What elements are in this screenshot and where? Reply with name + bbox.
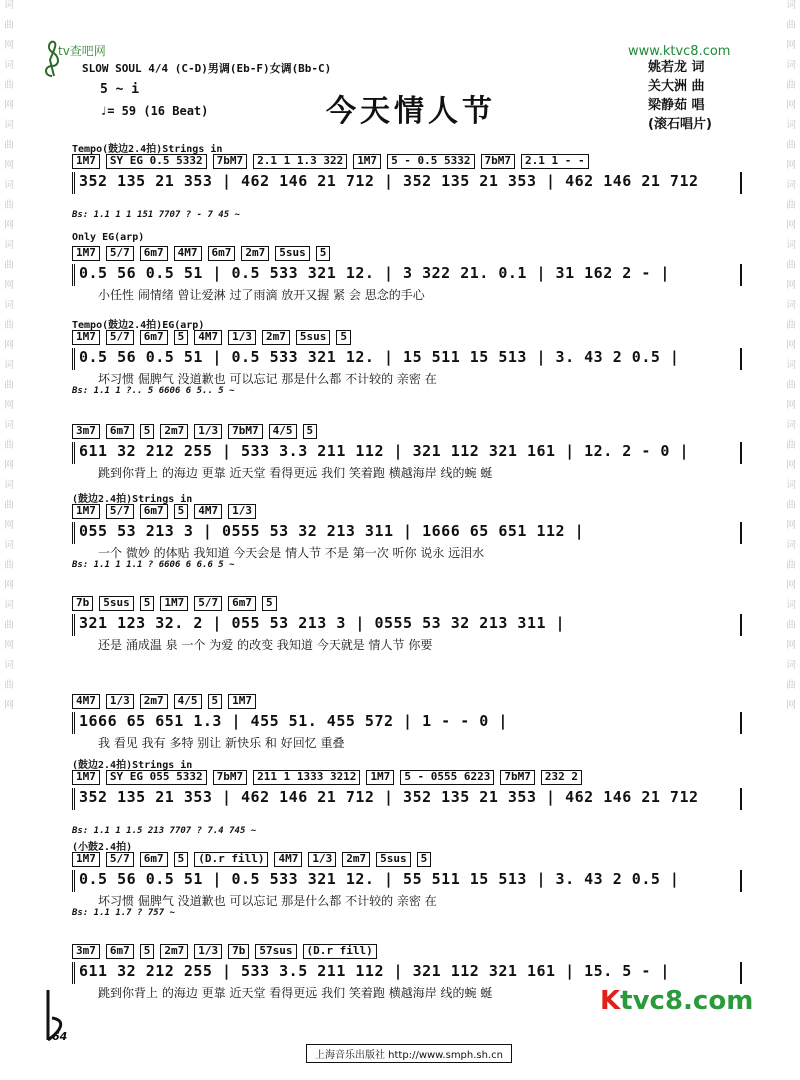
watermark-char: 网 [786,580,796,591]
chord-symbol: 57sus [255,944,296,959]
notation-row: 0.5 56 0.5 51 | 0.5 533 321 12. | 15 511 15 513 | 3. 43 2 0.5 | [72,348,742,370]
watermark-char: 曲 [4,620,14,631]
style-key-line: SLOW SOUL 4/4 (C-D)男调(Eb-F)女调(Bb-C) [82,62,332,75]
chord-row [72,596,742,614]
chord-row [72,424,742,442]
score-system [72,232,742,316]
chord-symbol: 1M7 [72,770,100,785]
chord-symbol: 6m7 [106,424,134,439]
watermark-char: 词 [786,540,796,551]
watermark-char: 网 [4,220,14,231]
chord-symbol: 5 [417,852,432,867]
chord-symbol: 2.1 1 1.3 322 [253,154,347,169]
watermark-char: 词 [4,0,14,11]
lyric-row: 跳到你背上 的海边 更靠 近天堂 看得更远 我们 笑着跑 横越海岸 线的蜿 蜒 [98,986,493,1000]
song-title: 今天情人节 [326,94,496,129]
system-label: (鼓边2.4拍)Strings in [72,760,193,771]
chord-symbol: 1M7 [228,694,256,709]
publisher-footer: 上海音乐出版社 http://www.smph.sh.cn [306,1044,512,1063]
watermark-char: 曲 [4,440,14,451]
chord-symbol: 5 - 0555 6223 [400,770,494,785]
watermark-char: 网 [4,520,14,531]
watermark-char: 曲 [786,380,796,391]
score-system [72,490,742,574]
notation-row: 611 32 212 255 | 533 3.3 211 112 | 321 112 321 161 | 12. 2 - 0 | [72,442,742,464]
watermark-char: 词 [4,180,14,191]
bass-row: Bs: 1.1 1 1 151 7707 ? - 7 45 ~ [72,210,240,220]
watermark-char: 词 [786,480,796,491]
system-label [72,410,742,424]
chord-symbol: 5 [174,852,189,867]
notation-row: 611 32 212 255 | 533 3.5 211 112 | 321 112 321 161 | 15. 5 - | [72,962,742,984]
chord-symbol: 5/7 [194,596,222,611]
watermark-char: 网 [4,280,14,291]
chord-symbol: 1M7 [72,330,100,345]
watermark-char: 曲 [4,320,14,331]
chord-symbol: 2m7 [140,694,168,709]
watermark-char: 曲 [4,140,14,151]
watermark-char: 词 [786,600,796,611]
watermark-char: 词 [4,600,14,611]
chord-symbol: 7bM7 [213,770,248,785]
watermark-char: 网 [786,100,796,111]
system-label: Tempo(鼓边2.4拍)Strings in [72,144,223,155]
watermark-char: 词 [786,360,796,371]
chord-symbol: 5sus [99,596,134,611]
watermark-char: 词 [4,60,14,71]
watermark-char: 曲 [786,440,796,451]
chord-symbol: 2m7 [342,852,370,867]
chord-symbol: 6m7 [140,330,168,345]
chord-symbol: 6m7 [140,504,168,519]
watermark-char: 网 [4,340,14,351]
chord-symbol: 1M7 [72,154,100,169]
chord-row [72,330,742,348]
score-system [72,838,742,922]
chord-symbol: 6m7 [140,246,168,261]
watermark-char: 词 [786,180,796,191]
chord-symbol: 2m7 [160,944,188,959]
chord-symbol: (D.r fill) [303,944,377,959]
lyric-row: 一个 微妙 的体贴 我知道 今天会是 情人节 不是 第一次 听你 说永 远泪水 [98,546,485,560]
watermark-char: 网 [786,640,796,651]
watermark-char: 词 [786,240,796,251]
watermark-char: 网 [4,100,14,111]
chord-symbol: 5/7 [106,246,134,261]
lyric-row: 坏习惯 倔脾气 没道歉也 可以忘记 那是什么都 不计较的 亲密 在 [98,372,437,386]
chord-symbol: 2.1 1 - - [521,154,589,169]
watermark-char: 曲 [786,260,796,271]
chord-row [72,852,742,870]
record-label: (滚石唱片) [648,117,712,132]
chord-symbol: 1M7 [72,504,100,519]
lyric-row: 还是 涌成温 泉 一个 为爱 的改变 我知道 今天就是 情人节 你要 [98,638,433,652]
chord-symbol: 6m7 [106,944,134,959]
chord-symbol: 1/3 [194,424,222,439]
chord-symbol: 4/5 [269,424,297,439]
bass-row: Bs: 1.1 1 1.5 213 7707 ? 7.4 745 ~ [72,826,257,836]
watermark-char: 网 [4,640,14,651]
watermark-char: 词 [786,0,796,11]
watermark-char: 曲 [4,560,14,571]
chord-symbol: 4/5 [174,694,202,709]
lyric-row [72,810,742,826]
chord-symbol: 5 [174,504,189,519]
chord-symbol: 5 [303,424,318,439]
watermark-char: 词 [786,300,796,311]
chord-symbol: 1M7 [353,154,381,169]
watermark-char: 词 [4,240,14,251]
chord-symbol: 4M7 [194,504,222,519]
chord-symbol: 7b [72,596,93,611]
notation-row: 352 135 21 353 | 462 146 21 712 | 352 135 21 353 | 462 146 21 712 [72,788,742,810]
chord-symbol: 6m7 [140,852,168,867]
chord-symbol: 3m7 [72,424,100,439]
chord-symbol: 7bM7 [481,154,516,169]
page-corner-icon [42,990,72,1054]
watermark-char: 网 [786,700,796,711]
lyric-row: 我 看见 我有 多特 别让 新快乐 和 好回忆 重叠 [98,736,345,750]
notation-row: 055 53 213 3 | 0555 53 32 213 311 | 1666 65 651 112 | [72,522,742,544]
site-logo: tv查吧网 [58,44,106,58]
tempo-marking: ♩= 59 (16 Beat) [100,104,209,118]
credits-block [648,58,712,134]
chord-symbol: 5 [140,944,155,959]
score-system [72,316,742,400]
watermark-char: 词 [786,60,796,71]
watermark-char: 网 [4,400,14,411]
watermark-char: 词 [4,660,14,671]
notation-row: 1666 65 651 1.3 | 455 51. 455 572 | 1 - - 0 | [72,712,742,734]
system-label [72,582,742,596]
singer: 梁静茹 唱 [648,98,705,113]
chord-symbol: 5 [262,596,277,611]
chord-symbol: 7bM7 [500,770,535,785]
chord-row [72,944,742,962]
chord-symbol: 232 2 [541,770,582,785]
watermark-char: 曲 [786,140,796,151]
chord-symbol: 211 1 1333 3212 [253,770,360,785]
chord-symbol: 2m7 [241,246,269,261]
chord-symbol: 5 [140,424,155,439]
watermark-char: 曲 [786,560,796,571]
chord-symbol: 4M7 [194,330,222,345]
watermark-char: 曲 [786,200,796,211]
watermark-k: K [600,986,621,1016]
watermark-char: 网 [786,400,796,411]
notation-row: 352 135 21 353 | 462 146 21 712 | 352 135 21 353 | 462 146 21 712 [72,172,742,194]
score-system [72,680,742,764]
score-system [72,410,742,494]
chord-symbol: (D.r fill) [194,852,268,867]
chord-symbol: 1/3 [308,852,336,867]
system-label: (小鼓2.4拍) [72,842,133,853]
notation-row: 0.5 56 0.5 51 | 0.5 533 321 12. | 55 511 15 513 | 3. 43 2 0.5 | [72,870,742,892]
score-system [72,140,742,224]
chord-symbol: 4M7 [72,694,100,709]
bass-row [72,302,742,316]
chord-symbol: 1/3 [228,504,256,519]
chord-symbol: 5/7 [106,330,134,345]
watermark-char: 网 [786,460,796,471]
watermark-char: 曲 [4,260,14,271]
right-watermark-column [782,0,800,1080]
chord-symbol: 6m7 [228,596,256,611]
watermark-char: 词 [786,120,796,131]
watermark-char: 词 [4,300,14,311]
watermark-char: 网 [4,160,14,171]
lyric-row [72,194,742,210]
chord-symbol: 1M7 [366,770,394,785]
system-label [72,680,742,694]
watermark-char: 词 [4,540,14,551]
chord-symbol: SY EG 055 5332 [106,770,207,785]
lyric-row: 小任性 闹情绪 曾让爱淋 过了雨滴 放开又握 紧 会 思念的手心 [98,288,425,302]
chord-symbol: 1M7 [160,596,188,611]
watermark-char: 词 [4,120,14,131]
chord-symbol: 7bM7 [228,424,263,439]
watermark-char: 词 [786,660,796,671]
chord-symbol: 2m7 [262,330,290,345]
watermark-char: 网 [786,160,796,171]
chord-symbol: 5 [336,330,351,345]
composer: 关大洲 曲 [648,79,705,94]
lyric-row: 跳到你背上 的海边 更靠 近天堂 看得更远 我们 笑着跑 横越海岸 线的蜿 蜒 [98,466,493,480]
watermark-char: 曲 [4,80,14,91]
chord-symbol: 5sus [296,330,331,345]
watermark-char: 曲 [786,80,796,91]
score-system [72,582,742,666]
watermark-char: 曲 [4,200,14,211]
score-system [72,756,742,840]
notation-row: 321 123 32. 2 | 055 53 213 3 | 0555 53 32 213 311 | [72,614,742,636]
vocal-range: 5 ~ i [100,82,140,97]
bass-row [72,652,742,666]
watermark-char: 曲 [786,320,796,331]
chord-row [72,154,742,172]
chord-symbol: 1M7 [72,246,100,261]
chord-symbol: 5 [140,596,155,611]
watermark-char: 曲 [786,20,796,31]
chord-symbol: SY EG 0.5 5332 [106,154,207,169]
left-watermark-column [0,0,18,1080]
chord-symbol: 5sus [275,246,310,261]
watermark-char: 曲 [4,20,14,31]
watermark-char: 网 [4,580,14,591]
page-number: 64 [52,1030,68,1043]
system-label: Tempo(鼓边2.4拍)EG(arp) [72,320,205,331]
chord-symbol: 5sus [376,852,411,867]
bass-row: Bs: 1.1 1 1.1 ? 6606 6 6.6 5 ~ [72,560,235,570]
watermark-char: 词 [4,420,14,431]
chord-symbol: 1/3 [106,694,134,709]
watermark-char: 网 [786,340,796,351]
watermark-char: 网 [4,700,14,711]
chord-symbol: 6m7 [208,246,236,261]
system-label: Only EG(arp) [72,232,145,243]
chord-symbol: 7b [228,944,249,959]
system-label [72,930,742,944]
system-label: (鼓边2.4拍)Strings in [72,494,193,505]
lyricist: 姚若龙 词 [648,60,705,75]
chord-row [72,246,742,264]
watermark-char: 网 [786,520,796,531]
site-watermark [600,986,753,1016]
notation-row: 0.5 56 0.5 51 | 0.5 533 321 12. | 3 322 21. 0.1 | 31 162 2 - | [72,264,742,286]
watermark-char: 曲 [786,500,796,511]
watermark-char: 网 [786,220,796,231]
chord-symbol: 1/3 [228,330,256,345]
watermark-char: 曲 [4,680,14,691]
bass-row: Bs: 1.1 1.7 ? 757 ~ [72,908,175,918]
bass-row: Bs: 1.1 1 ?.. 5 6606 6 5.. 5 ~ [72,386,235,396]
chord-symbol: 4M7 [274,852,302,867]
chord-row [72,770,742,788]
chord-symbol: 5 - 0.5 5332 [387,154,474,169]
chord-symbol: 5/7 [106,852,134,867]
chord-row [72,694,742,712]
watermark-char: 曲 [4,500,14,511]
watermark-char: 词 [4,480,14,491]
watermark-char: 网 [4,460,14,471]
chord-symbol: 1/3 [194,944,222,959]
chord-symbol: 5 [316,246,331,261]
chord-symbol: 4M7 [174,246,202,261]
watermark-char: 网 [786,280,796,291]
watermark-char: 曲 [4,380,14,391]
watermark-char: 词 [4,360,14,371]
chord-symbol: 2m7 [160,424,188,439]
chord-symbol: 3m7 [72,944,100,959]
chord-symbol: 5 [208,694,223,709]
chord-symbol: 1M7 [72,852,100,867]
chord-symbol: 5 [174,330,189,345]
chord-symbol: 5/7 [106,504,134,519]
watermark-char: 曲 [786,620,796,631]
watermark-rest: tvc8.com [620,986,754,1016]
site-url[interactable]: www.ktvc8.com [628,44,731,59]
watermark-char: 曲 [786,680,796,691]
lyric-row: 坏习惯 倔脾气 没道歉也 可以忘记 那是什么都 不计较的 亲密 在 [98,894,437,908]
watermark-char: 网 [786,40,796,51]
chord-symbol: 7bM7 [213,154,248,169]
chord-row [72,504,742,522]
watermark-char: 词 [786,420,796,431]
watermark-char: 网 [4,40,14,51]
